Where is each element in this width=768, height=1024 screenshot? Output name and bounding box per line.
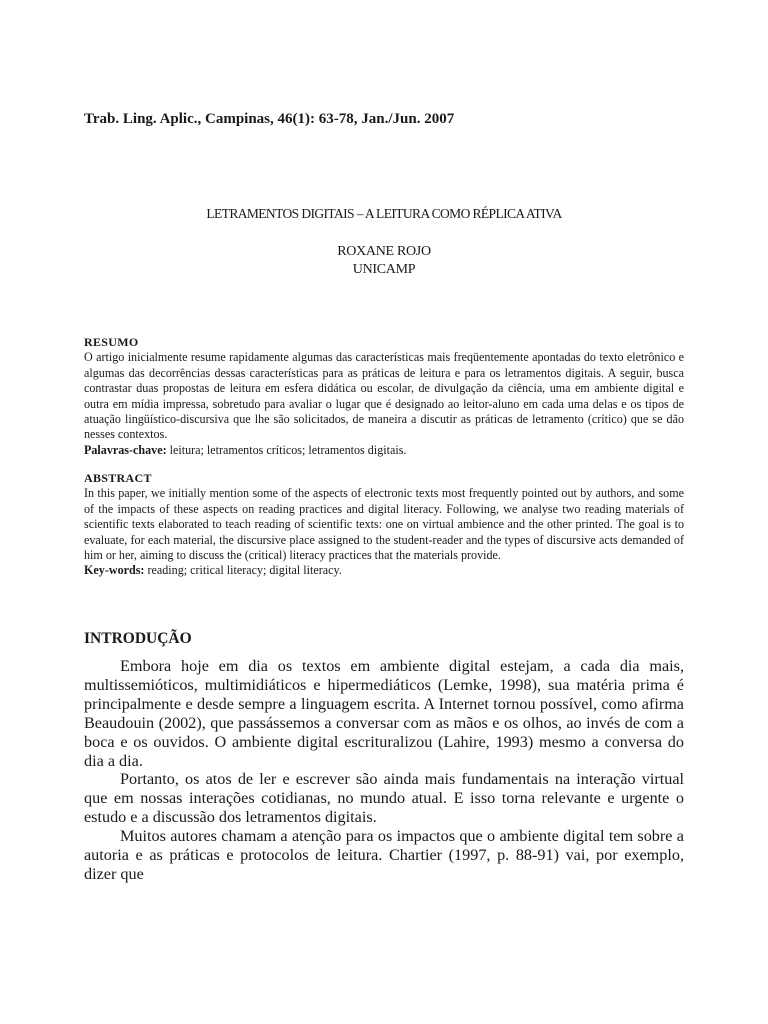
abstract-keywords-label: Key-words:	[84, 563, 145, 578]
abstract-section	[84, 471, 684, 579]
introduction-body	[84, 657, 684, 884]
article-title: LETRAMENTOS DIGITAIS – A LEITURA COMO RÉPLICA ATIVA	[206, 206, 562, 221]
paragraph: Portanto, os atos de ler e escrever são ainda mais fundamentais na interação virtual que em nossas interações cotidianas, no mundo atual. E isso torna relevante e urgente o estudo e a discussão dos letramentos digitais.	[84, 770, 684, 827]
paragraph: Muitos autores chamam a atenção para os impactos que o ambiente digital tem sobre a autoria e as práticas e protocolos de leitura. Chartier (1997, p. 88-91) vai, por exemplo, dizer que	[84, 827, 684, 883]
resumo-keywords-label: Palavras-chave:	[84, 442, 167, 457]
abstract-heading: ABSTRACT	[84, 471, 152, 485]
abstract-keywords-text: reading; critical literacy; digital literacy.	[147, 563, 342, 578]
introduction-heading: INTRODUÇÃO	[84, 630, 192, 647]
journal-citation: Trab. Ling. Aplic., Campinas, 46(1): 63-78, Jan./Jun. 2007	[84, 111, 455, 127]
resumo-keywords-text: leitura; letramentos críticos; letramentos digitais.	[169, 442, 407, 457]
resumo-heading: RESUMO	[84, 335, 139, 349]
resumo-keywords	[84, 443, 684, 458]
resumo-text: O artigo inicialmente resume rapidamente algumas das características mais freqüentemente apontadas do texto eletrônico e algumas das decorrências dessas características para as práticas de leitura e para os letramentos digitais. A seguir, busca contrastar duas propostas de leitura em esfera didática ou escolar, de divulgação da ciência, uma em ambiente digital e outra em mídia impressa, sobretudo para avaliar o lugar que é designado ao leitor-aluno em cada uma delas e os tipos de atuação lingüístico-discursiva que lhe são solicitados, de maneira a discutir as práticas de letramento (crítico) que se dão nesses contextos.	[84, 350, 684, 442]
paragraph: Embora hoje em dia os textos em ambiente digital estejam, a cada dia mais, multissemióticos, multimidiáticos e hipermediáticos (Lemke, 1998), sua matéria prima é principalmente e desde sempre a linguagem escrita. A Internet tornou possível, como afirma Beaudouin (2002), que passássemos a conversar com as mãos e os olhos, ao invés de com a boca e os ouvidos. O ambiente digital escrituralizou (Lahire, 1993) mesmo a conversa do dia a dia.	[84, 657, 684, 770]
resumo-section	[84, 335, 684, 458]
author-name: ROXANE ROJO	[337, 244, 431, 259]
author-institution: UNICAMP	[352, 262, 416, 277]
abstract-text: In this paper, we initially mention some of the aspects of electronic texts most frequently pointed out by authors, and some of the impacts of these aspects on reading practices and digital literacy. Following, we analyse two reading materials of scientific texts elaborated to teach reading of scientific texts: one on virtual ambience and the other printed. The goal is to evaluate, for each material, the discursive place assigned to the student-reader and the types of discursive acts demanded of him or her, aiming to discuss the (critical) literacy practices that the materials provide.	[84, 486, 684, 563]
abstract-keywords	[84, 563, 684, 578]
